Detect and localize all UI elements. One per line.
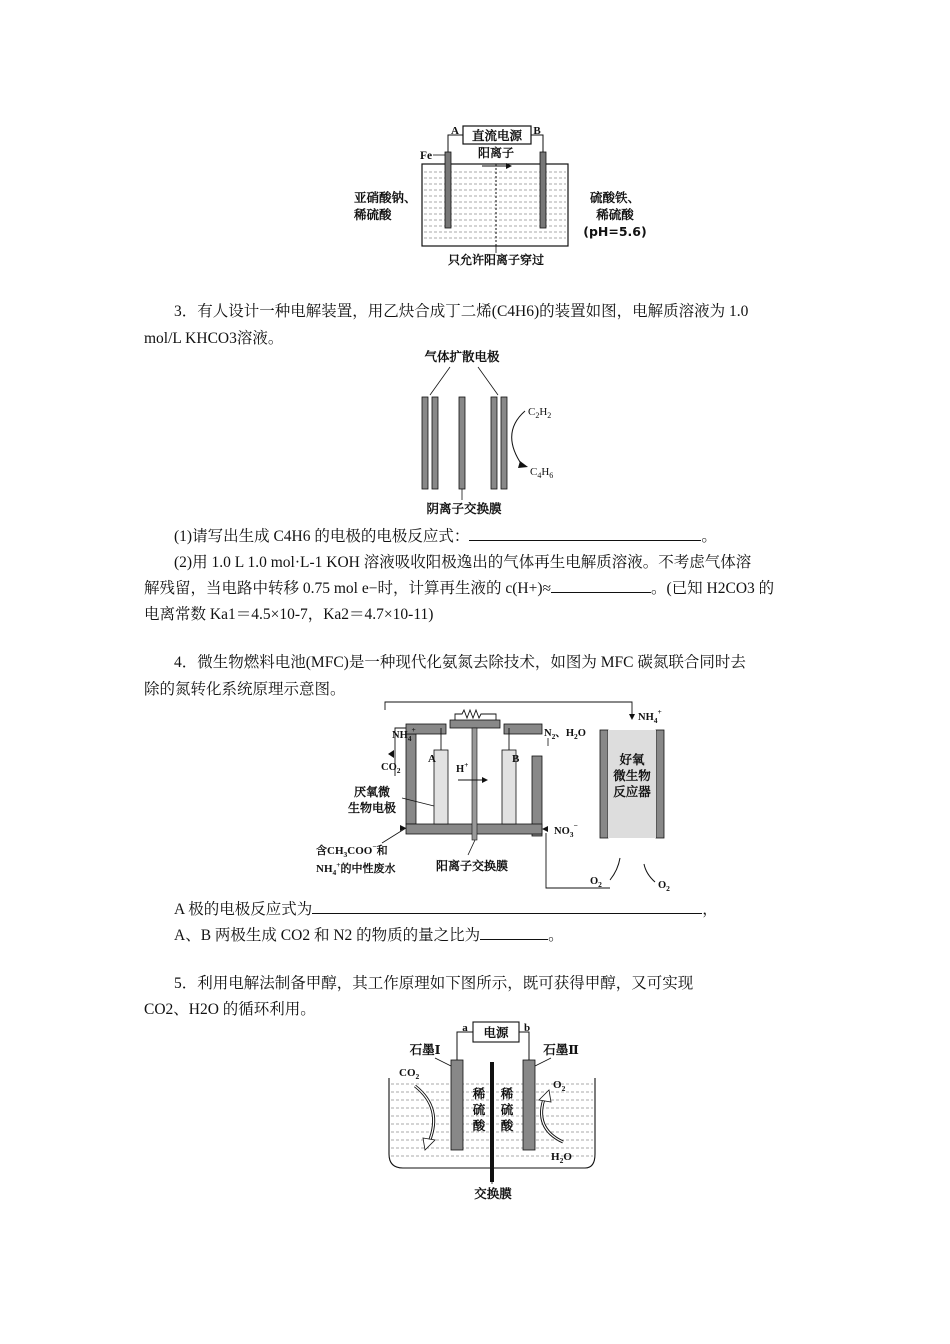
q4-line1: 微生物燃料电池(MFC)是一种现代化氨氮去除技术，如图为 MFC 碳氮联合同时去 — [197, 654, 746, 671]
q3-sub1-suffix: 。 — [701, 528, 717, 545]
cation-label: 阳离子 — [477, 146, 515, 160]
graphite2-label: 石墨Ⅱ — [543, 1043, 579, 1057]
q4-answer1 — [144, 896, 806, 923]
fig3-waste-line2: $NH_4^+$的中性废水 — [316, 860, 396, 877]
acid-left-3: 酸 — [472, 1119, 486, 1133]
q3-sub1 — [144, 523, 806, 550]
fig3-membrane-label: 阳离子交换膜 — [435, 859, 509, 873]
fig4-co2: $CO_2$ — [399, 1067, 420, 1081]
acid-right-3: 酸 — [500, 1119, 514, 1133]
right-solution-line2: 稀硫酸 — [596, 207, 634, 222]
figure-gas-diffusion-electrode — [400, 345, 580, 520]
fig3-label-b: B — [512, 753, 520, 765]
q4-stem-line1 — [144, 649, 806, 676]
reactant-c2h2: $C_2H_2$ — [528, 406, 552, 420]
q3-text-b: 的装置如图，电解质溶液为 1.0 — [539, 303, 749, 320]
fig3-o2-right: $O_2$ — [658, 880, 670, 893]
q3-sub2-line2 — [144, 575, 806, 602]
fig4-power-label: 电源 — [483, 1026, 509, 1040]
q3-sub2-line2-b: 。(已知 H2CO3 的 — [651, 580, 775, 597]
left-solution-line1: 亚硝酸钠、 — [354, 190, 417, 205]
fe-label: Fe — [420, 150, 433, 162]
q4-answer1-blank[interactable] — [312, 897, 702, 914]
q3-sub2-line2-a: 解残留，当电路中转移 0.75 mol e−时，计算再生液的 c(H+)≈ — [144, 580, 552, 597]
q5-stem-line1 — [144, 970, 806, 997]
q3-text-a: 有人设计一种电解装置，用乙炔合成丁二烯 — [197, 303, 492, 320]
fig4-o2: $O_2$ — [553, 1079, 566, 1093]
fig3-waste-line1: 含$CH_3COO^-$和 — [316, 842, 388, 859]
q3-sub2-answer-blank[interactable] — [551, 576, 651, 593]
anion-membrane-label: 阴离子交换膜 — [426, 502, 502, 516]
q4-answer2-prefix: A、B 两极生成 CO2 和 N2 的物质的量之比为 — [174, 927, 481, 944]
q3-number: 3． — [174, 303, 198, 320]
q3-sub2-line1: (2)用 1.0 L 1.0 mol·L-1 KOH 溶液吸收阳极逸出的气体再生电解质溶液。不考虑气体溶 — [174, 554, 752, 571]
q4-answer2 — [144, 922, 806, 949]
q5-number: 5． — [174, 975, 198, 992]
q4-answer2-blank[interactable] — [480, 923, 548, 940]
acid-left-2: 硫 — [472, 1103, 486, 1117]
figure-methanol-electrolysis — [385, 1018, 605, 1208]
fig3-nh4-left: $NH_4^+$ — [392, 725, 416, 743]
membrane-label: 只允许阳离子穿过 — [447, 253, 545, 267]
power-label: 直流电源 — [471, 129, 523, 143]
fig1-left-solution-label — [354, 189, 424, 223]
q3-sub2-line3: 电离常数 Ka1＝4.5×10-7，Ka2＝4.7×10-11) — [144, 606, 434, 623]
right-solution-line1: 硫酸铁、 — [589, 190, 640, 205]
fig4-membrane-label: 交换膜 — [474, 1187, 512, 1201]
right-solution-line3: (pH=5.6) — [583, 224, 647, 239]
terminal-a-label: A — [451, 125, 459, 137]
q3-sub1-prefix: (1)请写出生成 C4H6 的电极的电极反应式： — [174, 528, 470, 545]
q3-stem — [144, 298, 806, 325]
anaerobic-line2: 生物电极 — [347, 801, 397, 815]
anaerobic-line1: 厌氧微 — [353, 785, 391, 799]
fig3-label-a: A — [428, 753, 436, 765]
q5-stem-line2: CO2、H2O 的循环利用。 — [144, 1001, 316, 1018]
fig3-h-plus: H+ — [456, 760, 469, 775]
product-c4h6: $C_4H_6$ — [530, 466, 554, 480]
q4-answer2-suffix: 。 — [548, 927, 564, 944]
fig3-o2-left: $O_2$ — [590, 876, 602, 889]
graphite1-label: 石墨Ⅰ — [409, 1043, 441, 1057]
figure-mfc-system — [310, 698, 690, 893]
fig1-right-solution-label — [575, 189, 655, 240]
q4-answer1-suffix: ， — [702, 901, 718, 918]
fig4-label-a: a — [462, 1022, 468, 1034]
reactor-line3: 反应器 — [613, 785, 651, 799]
acid-right-1: 稀 — [500, 1087, 514, 1101]
q4-answer1-prefix: A 极的电极反应式为 — [174, 901, 313, 918]
reactor-line2: 微生物 — [613, 769, 651, 783]
gas-diffusion-label: 气体扩散电极 — [424, 350, 500, 364]
q5-line1: 利用电解法制备甲醇，其工作原理如下图所示，既可获得甲醇，又可实现 — [197, 975, 694, 992]
acid-left-1: 稀 — [472, 1087, 486, 1101]
q3-formula: (C4H6) — [491, 303, 540, 320]
q3-stem-line2: mol/L KHCO3溶液。 — [144, 330, 284, 347]
acid-right-2: 硫 — [500, 1103, 514, 1117]
q4-number: 4． — [174, 654, 198, 671]
fig3-no3: $NO_3^-$ — [554, 821, 578, 839]
fig4-h2o: $H_2O$ — [551, 1151, 572, 1165]
fig3-nh4-right: $NH_4^+$ — [638, 707, 662, 725]
q3-sub1-answer-blank[interactable] — [469, 524, 701, 541]
fig3-n2-h2o: $N_2$、$H_2O$ — [544, 728, 586, 741]
reactor-line1: 好氧 — [619, 753, 645, 767]
fig4-label-b: b — [523, 1022, 531, 1034]
fig3-co2: $CO_2$ — [381, 762, 401, 775]
left-solution-line2: 稀硫酸 — [354, 207, 392, 222]
q4-stem-line2: 除的氮转化系统原理示意图。 — [144, 681, 346, 698]
terminal-b-label: B — [533, 125, 541, 137]
